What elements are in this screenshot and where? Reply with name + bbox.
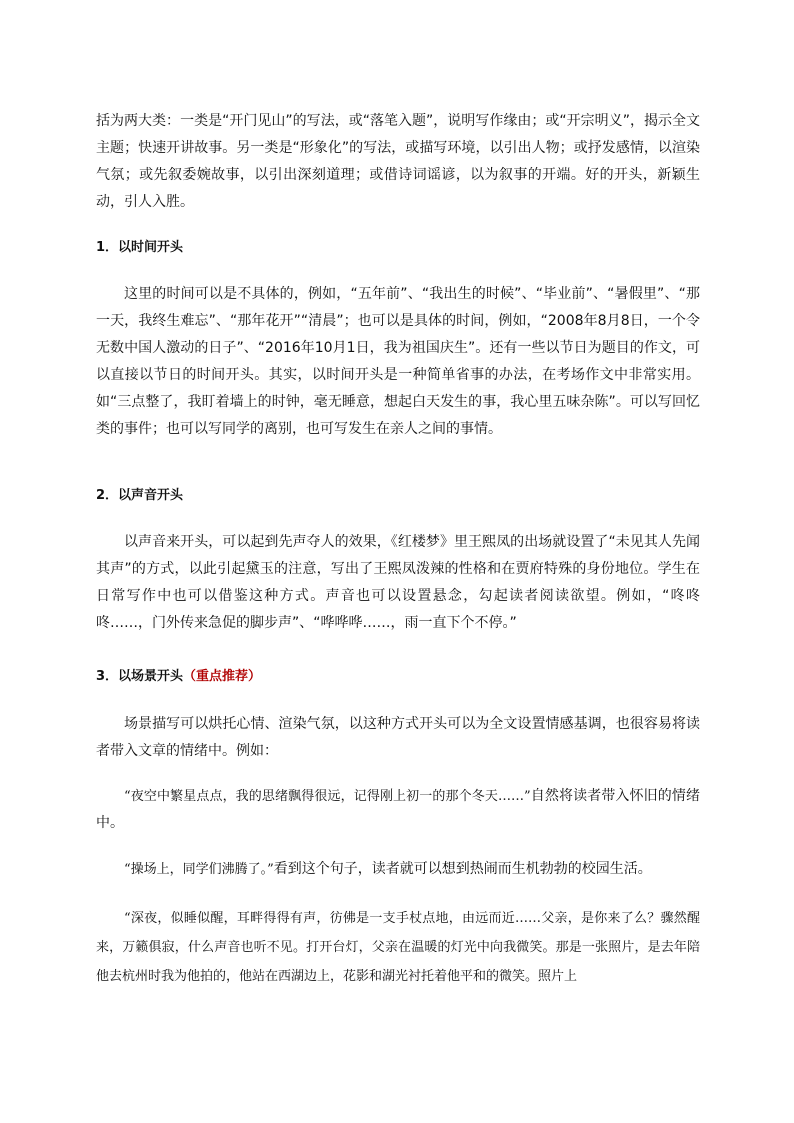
section-body-time: 这里的时间可以是不具体的，例如，“五年前”、“我出生的时候”、“毕业前”、“暑假里”、“那一天，我终生难忘”、“那年花开”“清晨”；也可以是具体的时间，例如，“2008年8月8日，一个令无数中国人激动的日子”、“2016年10月1日，我为祖国庆生”。还有一些以节日为题目的作文，可以直接以节日的时间开头。其实，以时间开头是一种简单省事的办法，在考场作文中非常实用。如“三点整了，我盯着墙上的时钟，毫无睡意，想起白天发生的事，我心里五味杂陈”。可以写回忆类的事件；也可以写同学的离别，也可写发生在亲人之间的事情。 xyxy=(96,286,700,437)
section-body-sound: 以声音来开头，可以起到先声夺人的效果，《红楼梦》里王熙凤的出场就设置了“未见其人先闻其声”的方式，以此引起黛玉的注意，写出了王熙凤泼辣的性格和在贾府特殊的身份地位。学生在日常写作中也可以借鉴这种方式。声音也可以设置悬念，勾起读者阅读欲望。例如，“咚咚咚……，门外传来急促的脚步声”、“哗哗哗……，雨一直下个不停。” xyxy=(96,534,700,631)
example-paragraph-2 xyxy=(96,856,700,883)
recommended-tag: （重点推荐） xyxy=(183,669,262,684)
example-comment-2: 看到这个句子，读者就可以想到热闹而生机勃勃的校园生活。 xyxy=(273,861,652,877)
section-body-scene: 场景描写可以烘托心情、渲染气氛，以这种方式开头可以为全文设置情感基调，也很容易将读者带入文章的情绪中。例如： xyxy=(96,716,700,759)
section-heading-sound: 2．以声音开头 xyxy=(96,488,184,503)
example-quote-2: “操场上，同学们沸腾了。” xyxy=(124,862,274,877)
example-paragraph-3: “深夜，似睡似醒，耳畔得得有声，彷佛是一支手杖点地，由远而近……父亲，是你来了么？骤然醒来，万籁俱寂，什么声音也听不见。打开台灯，父亲在温暖的灯光中向我微笑。那是一张照片，是去年陪他去杭州时我为他拍的，他站在西湖边上，花影和湖光衬托着他平和的微笑。照片上 xyxy=(96,911,700,984)
section-heading-scene xyxy=(96,667,261,687)
example-paragraph-1 xyxy=(96,783,700,837)
intro-paragraph: 括为两大类：一类是“开门见山”的写法，或“落笔入题”，说明写作缘由；或“开宗明义”，揭示全文主题；快速开讲故事。另一类是“形象化”的写法，或描写环境，以引出人物；或抒发感情，以渲染气氛；或先叙委婉故事，以引出深刻道理；或借诗词谣谚，以为叙事的开端。好的开头，新颖生动，引人入胜。 xyxy=(96,113,700,210)
section-heading-scene-title: 3．以场景开头 xyxy=(96,669,184,684)
section-heading-time: 1．以时间开头 xyxy=(96,240,184,255)
example-comment-1: 自然将读者带入怀旧的情绪中。 xyxy=(96,788,701,831)
example-quote-1: “夜空中繁星点点，我的思绪飘得很远，记得刚上初一的那个冬天……” xyxy=(124,789,531,804)
